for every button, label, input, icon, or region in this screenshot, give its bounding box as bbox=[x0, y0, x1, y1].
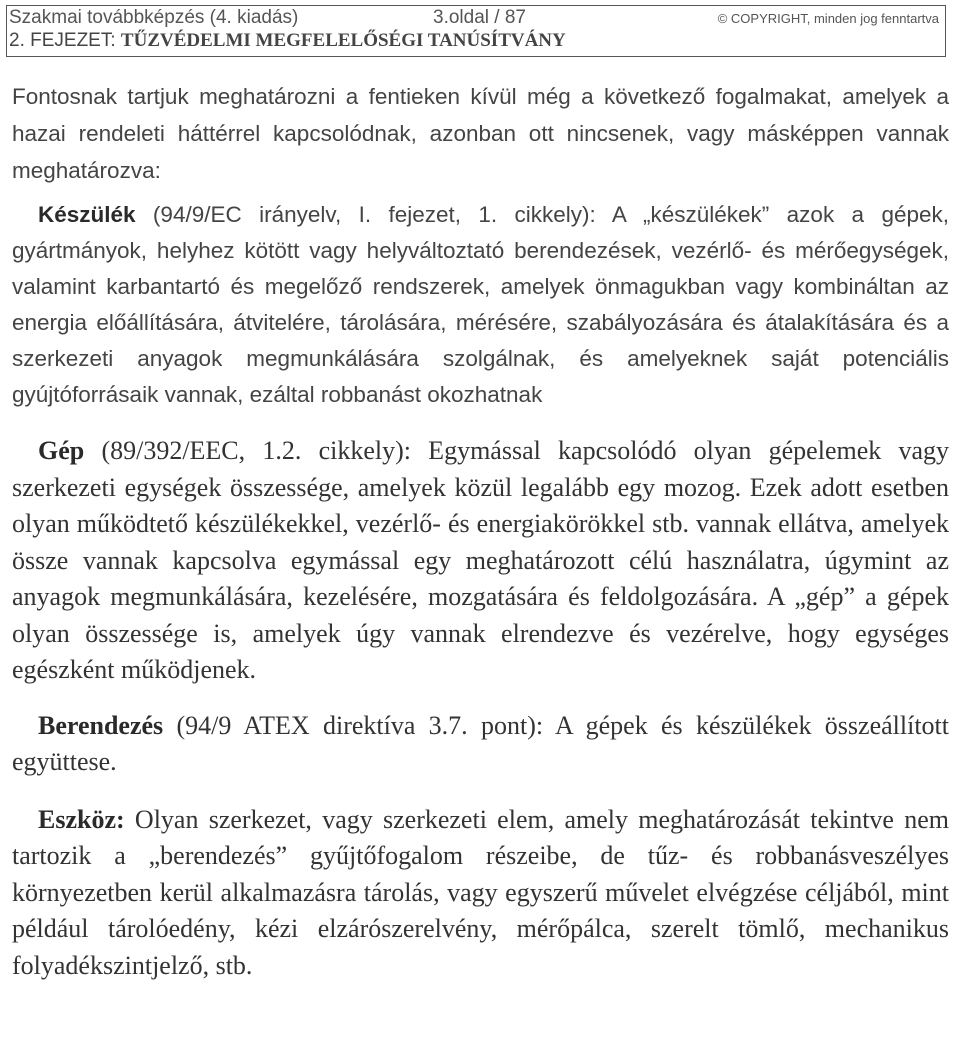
page-header bbox=[6, 5, 946, 57]
intro-paragraph: Fontosnak tartjuk meghatározni a fentieken kívül még a következő fogalmakat, amelyek a hazai rendeleti háttérrel kapcsolódnak, azonban ott nincsenek, vagy másképpen vannak meghatározva: bbox=[12, 84, 949, 183]
header-top-row bbox=[9, 6, 943, 30]
definition-text: (94/9 ATEX direktíva 3.7. pont): A gépek és készülékek összeállított együttese. bbox=[12, 710, 949, 776]
document-body bbox=[12, 78, 949, 984]
definition-keszulek bbox=[12, 197, 949, 413]
definition-gep bbox=[12, 433, 949, 689]
chapter-prefix: 2. FEJEZET: bbox=[9, 30, 121, 51]
definition-term: Berendezés bbox=[38, 710, 164, 740]
definition-term: Készülék bbox=[38, 202, 136, 227]
definition-berendezes bbox=[12, 708, 949, 781]
definition-text: Olyan szerkezet, vagy szerkezeti elem, amely meghatározását tekintve nem tartozik a „berendezés” gyűjtőfogalom részeibe, de tűz- és robbanásveszélyes környezetben kerül alkalmazásra tárolás, vagy egyszerű művelet elvégzése céljából, mint például tárolóedény, kézi elzárószerelvény, mérőpálca, szerelt tömlő, mechanikus folyadékszintjelző, stb. bbox=[12, 804, 949, 980]
chapter-heading bbox=[9, 30, 566, 52]
chapter-title: TŰZVÉDELMI MEGFELELŐSÉGI TANÚSÍTVÁNY bbox=[120, 30, 566, 51]
definition-term: Eszköz: bbox=[38, 804, 125, 834]
copyright-notice: © COPYRIGHT, minden jog fenntartva bbox=[717, 11, 939, 26]
page-indicator: 3.oldal / 87 bbox=[433, 7, 526, 28]
definition-text: (94/9/EC irányelv, I. fejezet, 1. cikkely): A „készülékek” azok a gépek, gyártmányok, helyhez kötött vagy helyváltoztató berendezések, vezérlő- és mérőegységek, valamint karbantartó és megelőző rendszerek, amelyek önmagukban vagy kombináltan az energia előállítására, átvitelére, tárolására, mérésére, szabályozására és átalakítására és a szerkezeti anyagok megmunkálására szolgálnak, és amelyeknek saját potenciális gyújtóforrásaik vannak, ezáltal robbanást okozhatnak bbox=[12, 202, 949, 407]
document-title: Szakmai továbbképzés (4. kiadás) bbox=[9, 7, 299, 28]
definition-term: Gép bbox=[38, 436, 85, 465]
definition-text: (89/392/EEC, 1.2. cikkely): Egymással kapcsolódó olyan gépelemek vagy szerkezeti egységek összessége, amelyek közül legalább egy mozog. Ezek adott esetben olyan működtető készülékekkel, vezérlő- és energiakörökkel stb. vannak ellátva, amelyek össze vannak kapcsolva egymással egy meghatározott célú használatra, úgymint az anyagok megmunkálására, kezelésére, mozgatására és feldolgozására. A „gép” a gépek olyan összessége is, amelyek úgy vannak elrendezve és vezérelve, hogy egységes egészként működjenek. bbox=[12, 436, 949, 684]
definition-eszkoz bbox=[12, 802, 949, 985]
